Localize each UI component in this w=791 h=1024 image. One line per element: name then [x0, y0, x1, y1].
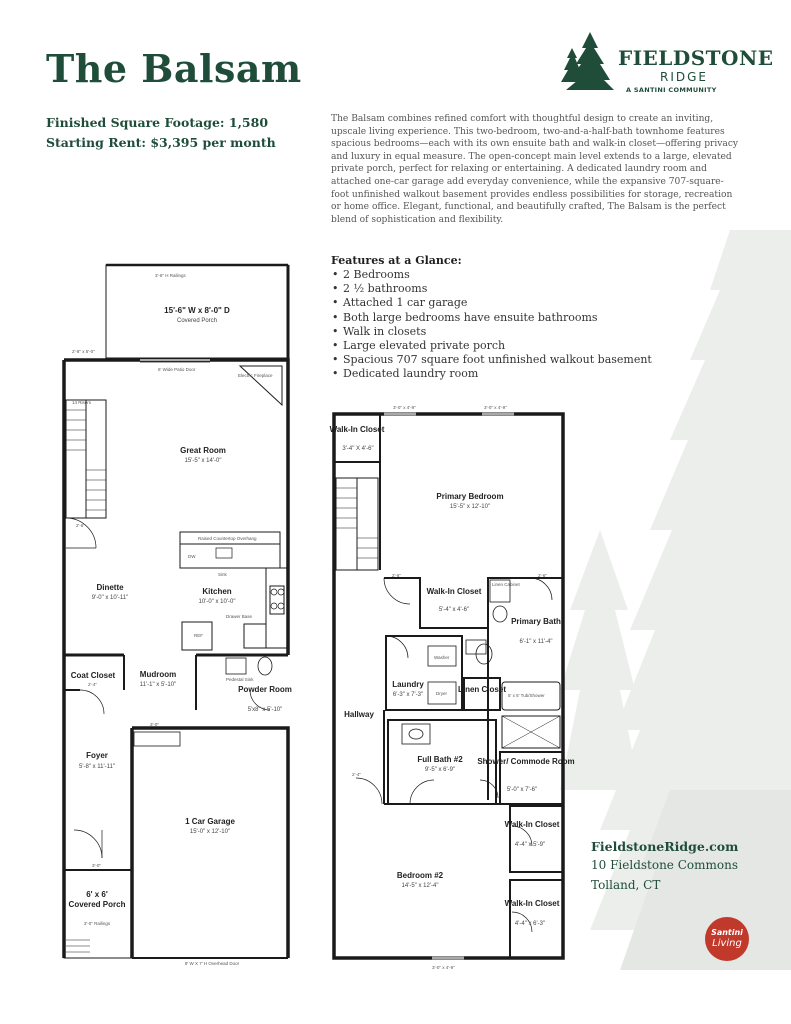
contact-block — [591, 838, 738, 895]
drawer-base-label: Drawer Base — [226, 614, 253, 619]
kitchen-label: Kitchen — [202, 587, 232, 596]
full-bath-label: Full Bath #2 — [417, 755, 463, 764]
garage-dim: 15'-0" x 12'-10" — [189, 829, 231, 835]
garage-label: 1 Car Garage — [185, 817, 235, 826]
primary-bath-label: Primary Bath — [511, 617, 561, 626]
walkin-top-label: Walk-In Closet — [329, 425, 385, 434]
window-dim-label: 2'-8" x 5'-0" — [72, 349, 95, 354]
risers-label: 14 Risers — [72, 400, 92, 405]
walkin-low1-label: Walk-In Closet — [504, 820, 560, 829]
badge-line2: Living — [712, 938, 742, 949]
pedestal-sink-label: Pedestal Sink — [226, 677, 254, 682]
walkin-low1-dim: 4'-4" x 5'-9" — [514, 842, 546, 848]
small-porch-label: 6' x 6' — [86, 890, 108, 899]
great-room-label: Great Room — [180, 446, 226, 455]
great-room-dim: 15'-5" x 14'-0" — [184, 458, 222, 464]
feature-item: • Large elevated private porch — [331, 339, 661, 353]
hallway-label: Hallway — [344, 710, 374, 719]
patio-door-label: 6' Wide Patio Door — [158, 367, 196, 372]
santini-living-logo — [705, 917, 749, 961]
logo-tagline: A SANTINI COMMUNITY — [626, 86, 717, 94]
shower-room-label: Shower/ Commode Room — [477, 757, 575, 766]
dryer-label: Dryer — [436, 691, 447, 696]
bedroom2-dim: 14'-5" x 12'-4" — [401, 883, 439, 889]
features-heading: Features at a Glance: — [331, 254, 462, 267]
tub-shower-label: 5' x 5' Tub/Shower — [508, 693, 545, 698]
logo-name: FIELDSTONE — [618, 46, 774, 70]
walkin-low2-label: Walk-In Closet — [504, 899, 560, 908]
page-title: The Balsam — [46, 46, 302, 91]
window-top-2: 3'-0" x 4'-9" — [484, 405, 507, 410]
feature-item: • Spacious 707 square foot unfinished walkout basement — [331, 353, 661, 367]
feature-item: • 2 Bedrooms — [331, 268, 661, 282]
window-top-1: 3'-0" x 4'-9" — [393, 405, 416, 410]
first-floor-labels — [69, 273, 292, 966]
feature-item: • Both large bedrooms have ensuite bathrooms — [331, 311, 661, 325]
hall-door-dim: 2'-6" — [392, 573, 401, 578]
feature-item: • Walk in closets — [331, 325, 661, 339]
bedroom2-label: Bedroom #2 — [396, 871, 444, 880]
coat-closet-label: Coat Closet — [70, 671, 116, 680]
second-floor-labels — [330, 405, 575, 970]
specs-block — [46, 113, 276, 153]
kitchen-dim: 10'-0" x 10'-0" — [198, 599, 236, 605]
sink-label: Sink — [218, 572, 227, 577]
square-footage: Finished Square Footage: 1,580 — [46, 115, 269, 130]
shower-room-dim: 5'-0" x 7'-6" — [506, 787, 538, 793]
fieldstone-ridge-logo — [560, 30, 774, 100]
badge-line1: Santini — [711, 928, 743, 937]
small-porch-railing: 3'-0" Railings — [83, 921, 111, 926]
walkin-mid-label: Walk-In Closet — [426, 587, 482, 596]
foyer-door-dim: 3'-0" — [92, 863, 101, 868]
powder-room-dim: 5'x8" x 5'-10" — [247, 707, 283, 713]
porch-sub-label: Covered Porch — [176, 318, 218, 324]
walkin-mid-dim: 5'-4" x 4'-6" — [438, 607, 470, 613]
pine-tree-icon — [560, 30, 620, 92]
laundry-dim: 6'-3" x 7'-3" — [392, 692, 424, 698]
feature-item: • Attached 1 car garage — [331, 296, 661, 310]
logo-sub: RIDGE — [660, 70, 708, 84]
laundry-label: Laundry — [392, 680, 424, 689]
door-dim-label: 2'-6" — [76, 523, 85, 528]
porch-outline — [106, 265, 288, 358]
feature-item: • Dedicated laundry room — [331, 367, 661, 381]
feature-item: • 2 ½ bathrooms — [331, 282, 661, 296]
washer-label: Washer — [434, 655, 450, 660]
linen-closet-label: Linen Closet — [457, 685, 507, 694]
address-line: 10 Fieldstone Commons — [591, 858, 738, 872]
features-list — [331, 268, 661, 382]
starting-rent: Starting Rent: $3,395 per month — [46, 135, 276, 150]
linen-cabinet-label: Linen Cabinet — [492, 582, 520, 587]
city-line: Tolland, CT — [591, 878, 661, 892]
walkin-low2-dim: 4'-4" x 6'-3" — [514, 921, 546, 927]
bath-door-dim: 2'-6" — [538, 573, 547, 578]
walkin-top-dim: 3'-4" X 4'-6" — [342, 446, 374, 452]
garage-door-label: 9' W X 7' H Overhead Door — [184, 961, 240, 966]
window-bottom: 3'-0" x 4'-9" — [432, 965, 455, 970]
small-porch-sub: Covered Porch — [68, 900, 126, 909]
features-section — [331, 254, 661, 382]
mudroom-dim: 11'-1" x 5'-10" — [139, 682, 177, 688]
hallway-door-dim: 2'-4" — [352, 772, 361, 777]
first-floor-plan — [64, 265, 288, 958]
dinette-dim: 9'-0" x 10'-11" — [91, 595, 129, 601]
ref-label: REF — [194, 633, 203, 638]
second-floor-plan — [334, 414, 563, 958]
primary-bedroom-label: Primary Bedroom — [436, 492, 504, 501]
foyer-label: Foyer — [86, 751, 108, 760]
dw-label: DW — [188, 554, 196, 559]
porch-railing-label: 3'-6" H Railings — [155, 273, 186, 278]
mudroom-door-dim: 3'-0" — [150, 722, 159, 727]
coat-door-dim: 2'-4" — [88, 682, 97, 687]
primary-bath-dim: 6'-1" x 11'-4" — [519, 639, 553, 645]
primary-bedroom-dim: 15'-5" x 12'-10" — [449, 504, 491, 510]
countertop-label: Raised Countertop Overhang — [198, 536, 257, 541]
full-bath-dim: 9'-5" x 6'-9" — [424, 767, 456, 773]
foyer-dim: 5'-8" x 11'-11" — [78, 764, 116, 770]
powder-room-label: Powder Room — [238, 685, 292, 694]
mudroom-label: Mudroom — [139, 670, 177, 679]
dinette-label: Dinette — [96, 583, 124, 592]
porch-label: 15'-6" W x 8'-0" D — [164, 306, 230, 315]
website-link[interactable]: FieldstoneRidge.com — [591, 839, 739, 854]
description-paragraph: The Balsam combines refined comfort with thoughtful design to create an inviting, upscale living experience. This two-bedroom, two-and-a-half-bath townhome features spacious bedrooms—each with its own ensuite bath and walk-in closet—offering privacy and luxury in equal measure. The open-concept main level extends to a large, elevated private porch, perfect for relaxing or entertaining. A dedicated laundry room and attached one-car garage add everyday convenience, while the expansive 707-square-foot unfinished walkout basement provides endless possibilities for storage, recreation or home office. Elegant, functional, and beautifully crafted, The Balsam is the perfect blend of sophistication and flexibility. — [331, 114, 739, 225]
fireplace-label: Electric Fireplace — [238, 373, 273, 378]
